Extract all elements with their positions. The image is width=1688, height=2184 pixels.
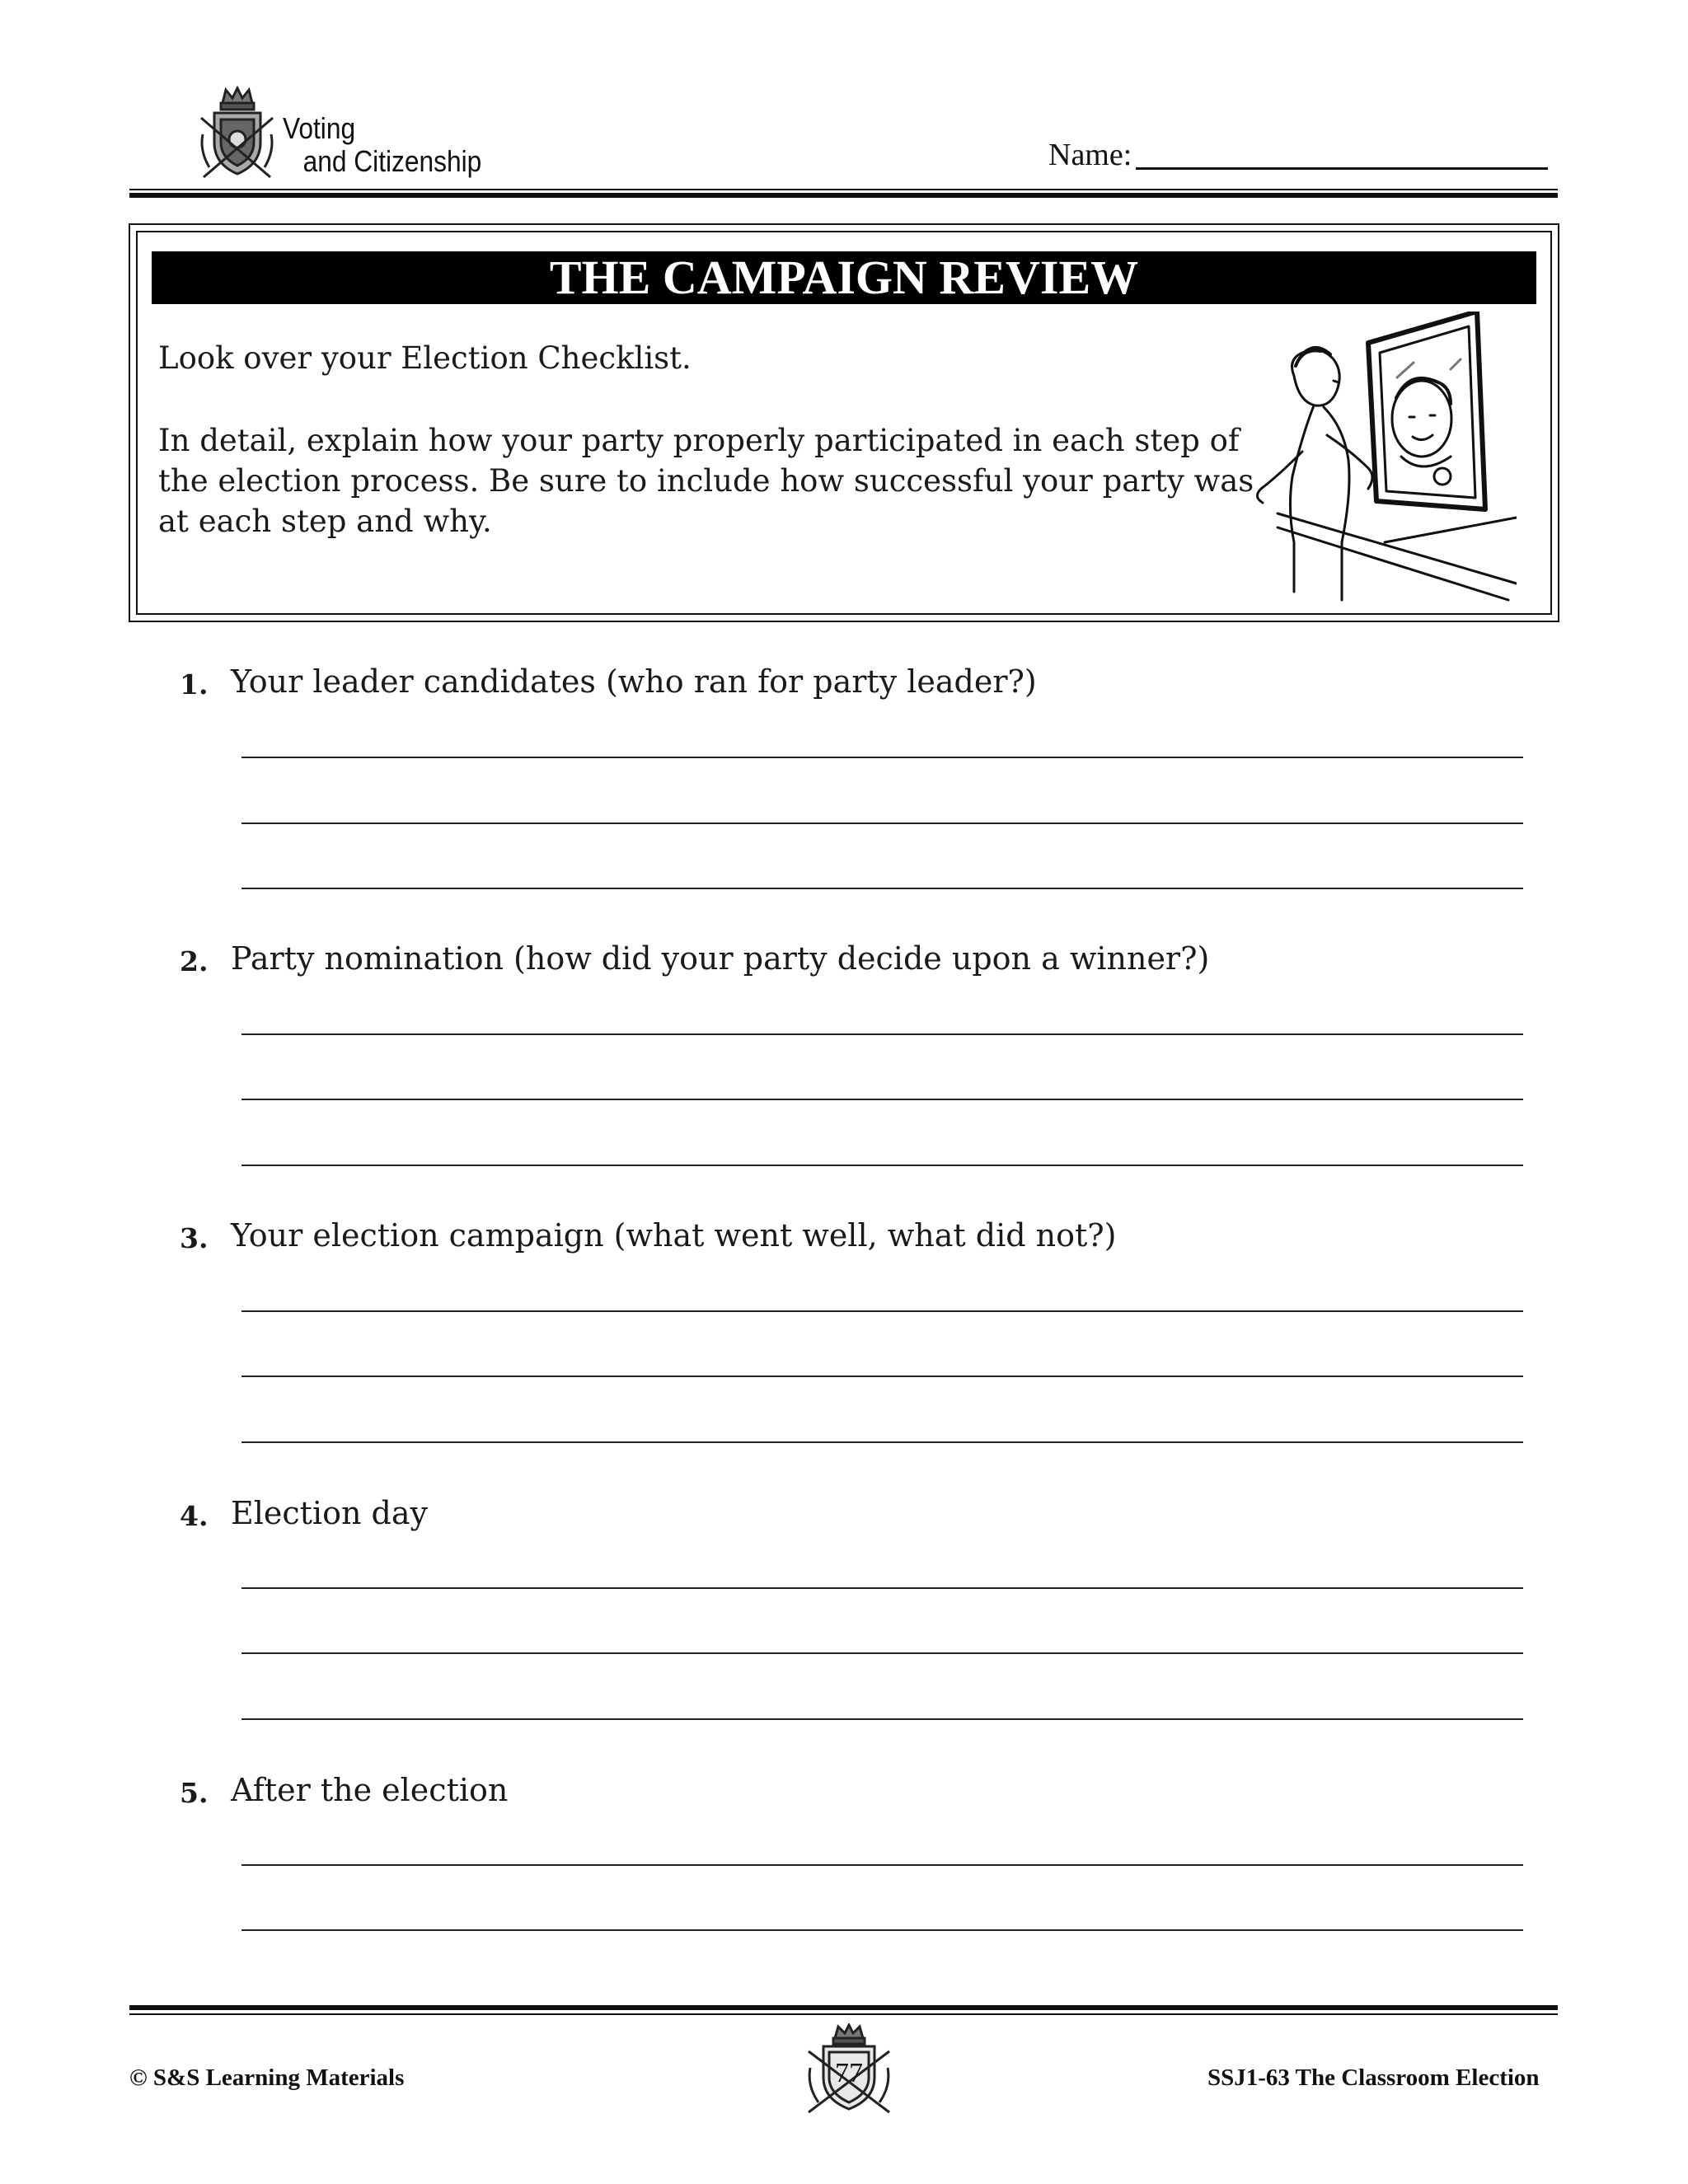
question-text: Party nomination (how did your party decide upon a winner?): [231, 940, 1210, 977]
question-text: Your election campaign (what went well, what did not?): [231, 1217, 1117, 1254]
name-label: Name:: [1048, 138, 1132, 172]
footer-rule-thick: [129, 2005, 1558, 2010]
footer-book-title: SSJ1-63 The Classroom Election: [1207, 2064, 1540, 2091]
answer-line[interactable]: [241, 1864, 1523, 1866]
header-rule-thick: [129, 193, 1558, 198]
answer-line[interactable]: [241, 1441, 1523, 1443]
name-field-line[interactable]: [1136, 167, 1548, 170]
series-title-line2: and Citizenship: [302, 144, 482, 178]
boy-at-mirror-illustration: [1245, 312, 1517, 608]
footer-copyright: © S&S Learning Materials: [129, 2064, 405, 2091]
question-number: 3.: [180, 1222, 209, 1254]
answer-line[interactable]: [241, 1376, 1523, 1377]
answer-line[interactable]: [241, 1310, 1523, 1312]
answer-line[interactable]: [241, 757, 1523, 758]
answer-line[interactable]: [241, 1099, 1523, 1100]
answer-line[interactable]: [241, 1929, 1523, 1931]
question-text: After the election: [231, 1772, 509, 1808]
question-text: Election day: [231, 1495, 428, 1531]
page-number: 77: [835, 2058, 863, 2088]
series-title-line1: Voting: [283, 111, 356, 145]
page-title: THE CAMPAIGN REVIEW: [549, 251, 1139, 304]
instruction-line: Look over your Election Checklist.: [158, 340, 692, 376]
answer-line[interactable]: [241, 1033, 1523, 1035]
answer-line[interactable]: [241, 1718, 1523, 1720]
footer-rule: [129, 2013, 1558, 2015]
answer-line[interactable]: [241, 1165, 1523, 1166]
answer-line[interactable]: [241, 888, 1523, 889]
answer-line[interactable]: [241, 823, 1523, 824]
question-text: Your leader candidates (who ran for party leader?): [231, 663, 1037, 700]
crest-icon: [198, 85, 276, 184]
series-title: [283, 112, 481, 178]
question-number: 4.: [180, 1500, 209, 1532]
question-number: 2.: [180, 945, 209, 977]
question-number: 1.: [180, 668, 209, 701]
instruction-paragraph: In detail, explain how your party properly participated in each step of the election process. Be sure to include how successful your party was at each step and why.: [158, 423, 1254, 539]
answer-line[interactable]: [241, 1587, 1523, 1589]
question-number: 5.: [180, 1777, 209, 1809]
header-rule: [129, 189, 1558, 190]
answer-line[interactable]: [241, 1652, 1523, 1654]
